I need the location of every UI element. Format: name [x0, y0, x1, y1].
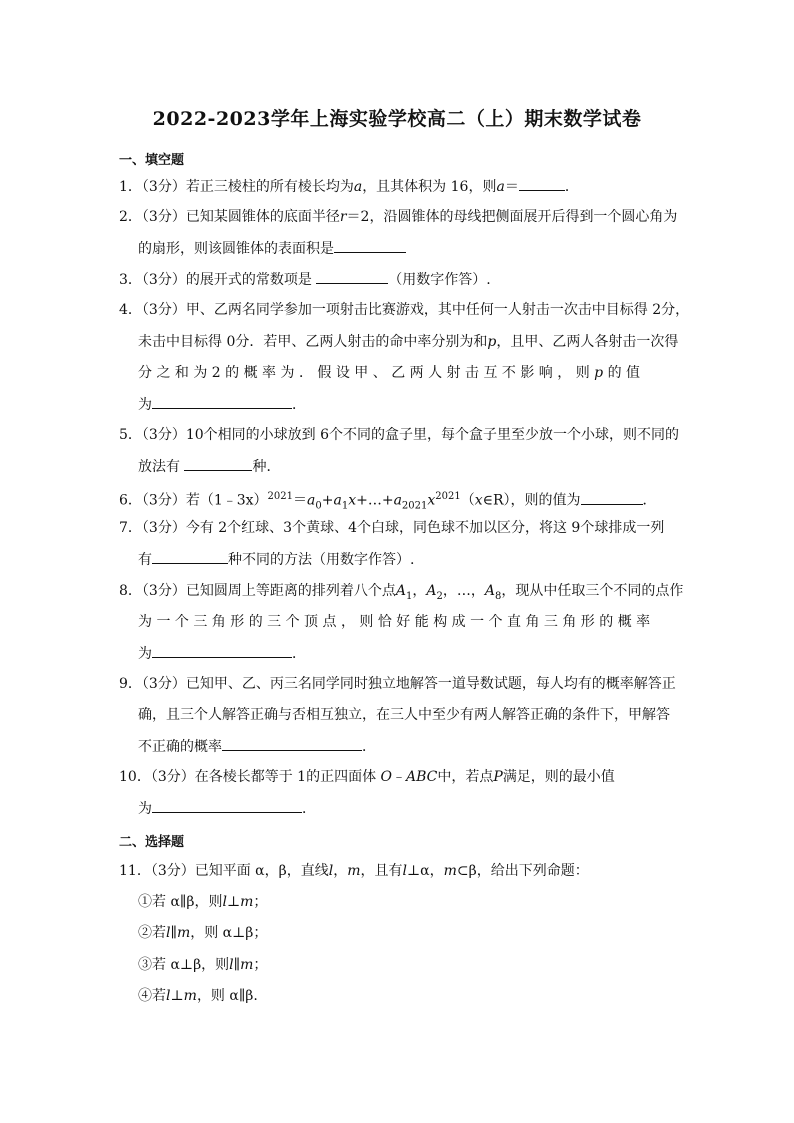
question-3: 3．（3分）的展开式的常数项是 （用数字作答）.: [119, 272, 491, 288]
question-9: 9．（3分）已知甲、乙、丙三名同学同时独立地解答一道导数试题，每人均有的概率解答正: [119, 676, 676, 692]
question-7-line-2: 有 种不同的方法（用数字作答）.: [138, 552, 415, 568]
question-10-line-2: 为 ．: [138, 801, 316, 817]
answer-blank: [184, 457, 252, 471]
question-10: 10．（3分）在各棱长都等于 1的正四面体 O﹣ABC中，若点P满足，则的最小值: [119, 769, 615, 785]
question-2: 2．（3分）已知某圆锥体的底面半径r＝2，沿圆锥体的母线把侧面展开后得到一个圆心角为: [119, 209, 678, 225]
exam-title: 2022-2023学年上海实验学校高二（上）期末数学试卷: [152, 108, 642, 130]
answer-blank: [519, 177, 565, 191]
proposition-1: ①若 α∥β，则l⊥m；: [138, 894, 268, 910]
question-6: 6．（3分）若$(1﹣3x)^{2021}=a_0+a_1x+\dots+a_{2021}x^{2021}(x\in R)$，则的值为 ．: [119, 491, 657, 512]
question-8-line-3: 为 ．: [138, 646, 306, 662]
question-8: 8．（3分）已知圆周上等距离的排列着八个点$A_1$，$A_2$，…，$A_8$，现从中任取三个不同的点作: [119, 583, 684, 602]
question-9-line-3: 不正确的概率 ．: [138, 739, 376, 755]
proposition-4: ④若l⊥m，则 α∥β.: [138, 988, 258, 1004]
answer-blank: [152, 799, 302, 813]
question-4: 4．（3分）甲、乙两名同学参加一项射击比赛游戏，其中任何一人射击一次击中目标得 2分，: [119, 302, 690, 318]
question-1: 1．（3分）若正三棱柱的所有棱长均为a，且其体积为 16，则a＝ ．: [119, 179, 579, 195]
section-fill-in: 一、填空题: [119, 153, 185, 168]
answer-blank: [152, 644, 292, 658]
answer-blank: [334, 239, 406, 253]
question-4-line-3: 分 之 和 为 2 的 概 率 为 ． 假 设 甲 、 乙 两 人 射 击 互 不 影 响 ， 则 p 的 值: [138, 365, 641, 381]
answer-blank: [152, 395, 292, 409]
question-8-line-2: 为 一 个 三 角 形 的 三 个 顶 点 ， 则 恰 好 能 构 成 一 个 直 角 三 角 形 的 概 率: [138, 614, 651, 630]
answer-blank: [152, 550, 228, 564]
answer-blank: [222, 737, 362, 751]
question-7: 7．（3分）今有 2个红球、3个黄球、4个白球，同色球不加以区分，将这 9个球排成一列: [119, 520, 665, 536]
proposition-2: ②若l∥m，则 α⊥β；: [138, 925, 268, 941]
question-4-line-2: 未击中目标得 0分．若甲、乙两人射击的命中率分别为和p，且甲、乙两人各射击一次得: [138, 334, 679, 350]
question-11: 11．（3分）已知平面 α，β，直线l，m，且有l⊥α，m⊂β，给出下列命题：: [119, 863, 589, 879]
question-5: 5．（3分）10个相同的小球放到 6个不同的盒子里，每个盒子里至少放一个小球，则不同的: [119, 427, 679, 443]
answer-blank: [316, 270, 388, 284]
section-multiple-choice: 二、选择题: [119, 835, 185, 850]
question-2-continued: 的扇形，则该圆锥体的表面积是: [138, 239, 406, 258]
question-4-line-4: 为 ．: [138, 397, 306, 413]
question-5-line-2: 放法有 种．: [138, 459, 281, 475]
question-9-line-2: 确，且三个人解答正确与否相互独立，在三人中至少有两人解答正确的条件下，甲解答: [138, 707, 670, 723]
proposition-3: ③若 α⊥β，则l∥m；: [138, 957, 268, 973]
answer-blank: [581, 491, 643, 505]
